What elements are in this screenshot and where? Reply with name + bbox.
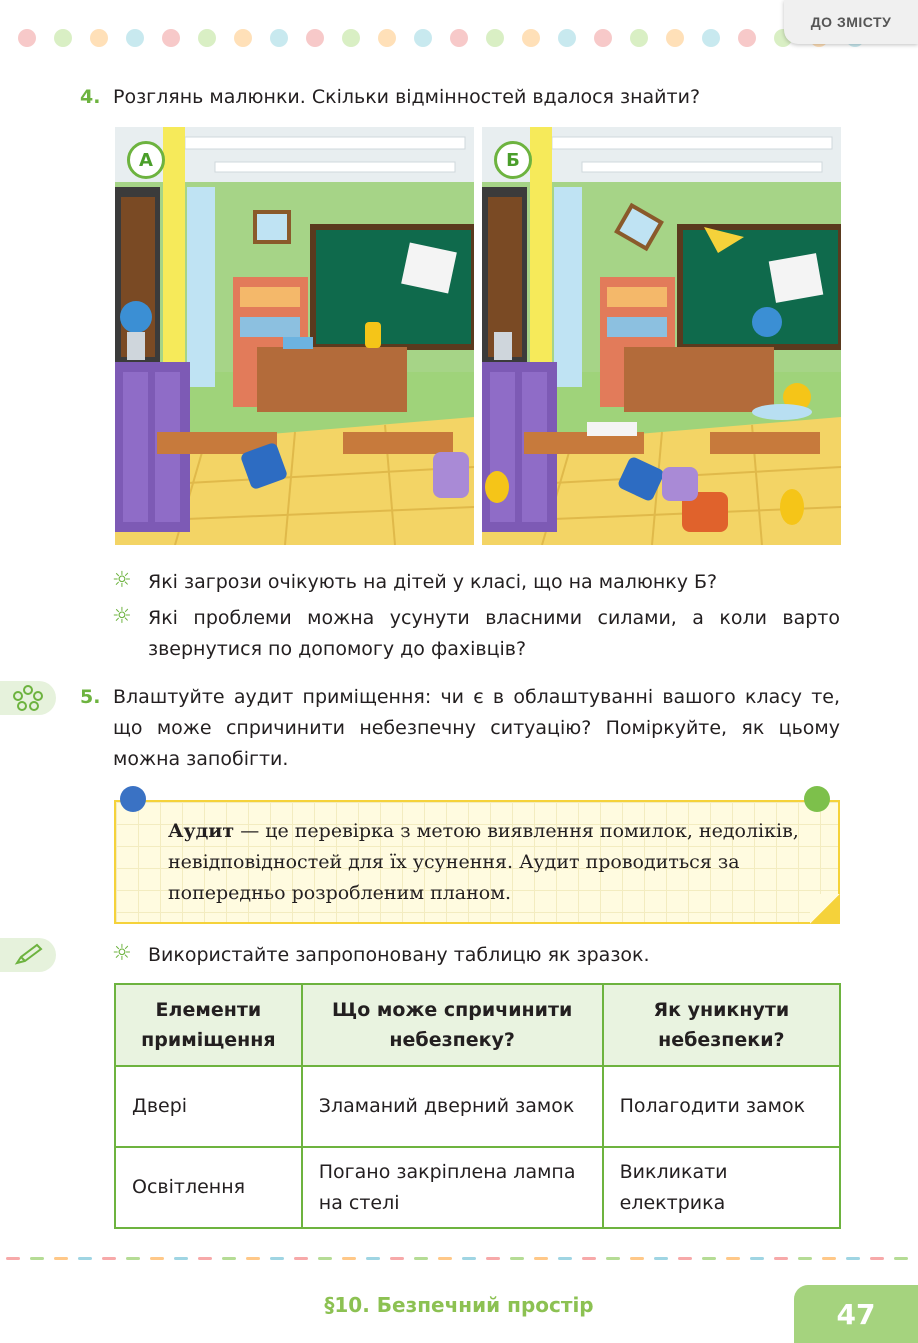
decorative-dot — [738, 29, 756, 47]
decorative-dash — [222, 1257, 236, 1260]
decorative-dash — [390, 1257, 404, 1260]
decorative-dash — [102, 1257, 116, 1260]
decorative-dash — [726, 1257, 740, 1260]
decorative-dash — [654, 1257, 668, 1260]
task-4-text: Розглянь малюнки. Скільки відмінностей вдалося знайти? — [113, 86, 701, 108]
task-5-number: 5. — [80, 686, 101, 708]
pencil-icon — [13, 943, 43, 967]
table-header-row — [115, 984, 840, 1066]
table-header-cell: Що може спричинити небезпеку? — [302, 984, 603, 1066]
decorative-dot — [234, 29, 252, 47]
task-5-text: Влаштуйте аудит приміщення: чи є в облаштуванні вашого класу те, що може спричинити небезпечну ситуацію? Поміркуйте, як цьому можна запобігти. — [113, 686, 840, 770]
sun-bullet-icon: ☼ — [112, 941, 132, 966]
table-cell: Освітлення — [115, 1147, 302, 1228]
decorative-dot — [18, 29, 36, 47]
sun-bullet-icon: ☼ — [112, 568, 132, 593]
decorative-dash — [150, 1257, 164, 1260]
green-pin-icon — [804, 786, 830, 812]
decorative-dot — [522, 29, 540, 47]
table-intro-text: Використайте запропоновану таблицю як зразок. — [148, 944, 650, 966]
table-header-cell: Елементи приміщення — [115, 984, 302, 1066]
decorative-dash — [870, 1257, 884, 1260]
decorative-dot — [270, 29, 288, 47]
decorative-dot — [162, 29, 180, 47]
table-row — [115, 1147, 840, 1228]
decorative-dash — [438, 1257, 452, 1260]
classroom-a-illustration — [115, 127, 474, 545]
audit-table — [114, 983, 841, 1229]
decorative-dot — [378, 29, 396, 47]
task-4-number: 4. — [80, 86, 101, 108]
definition-term: Аудит — [168, 820, 235, 842]
decorative-dot — [342, 29, 360, 47]
table-intro — [112, 940, 840, 971]
decorative-dash — [846, 1257, 860, 1260]
decorative-dot — [702, 29, 720, 47]
decorative-dash — [750, 1257, 764, 1260]
decorative-dash — [486, 1257, 500, 1260]
group-work-tab — [0, 681, 56, 715]
table-header-cell: Як уникнути небезпеки? — [603, 984, 840, 1066]
picture-b-badge: Б — [494, 141, 532, 179]
toc-button-label: ДО ЗМІСТУ — [810, 14, 892, 30]
decorative-dash — [606, 1257, 620, 1260]
page-number: 47 — [794, 1285, 918, 1343]
classroom-picture-b — [482, 127, 841, 545]
classroom-picture-a — [115, 127, 474, 545]
picture-a-badge: А — [127, 141, 165, 179]
table-cell: Зламаний дверний замок — [302, 1066, 603, 1147]
decorative-dash — [414, 1257, 428, 1260]
decorative-dash — [318, 1257, 332, 1260]
decorative-dash — [462, 1257, 476, 1260]
decorative-dash — [798, 1257, 812, 1260]
decorative-dot — [198, 29, 216, 47]
decorative-dash — [894, 1257, 908, 1260]
decorative-dash — [246, 1257, 260, 1260]
task-4-bullet-1-text: Які загрози очікують на дітей у класі, що на малюнку Б? — [148, 571, 718, 593]
decorative-dash — [582, 1257, 596, 1260]
table-cell: Викликати електрика — [603, 1147, 840, 1228]
table-cell: Полагодити замок — [603, 1066, 840, 1147]
table-row — [115, 1066, 840, 1147]
decorative-dot — [90, 29, 108, 47]
page-fold-corner — [810, 894, 840, 924]
decorative-dots — [18, 29, 864, 47]
table-cell: Погано закріплена лампа на стелі — [302, 1147, 603, 1228]
group-people-icon — [11, 684, 45, 712]
decorative-dot — [558, 29, 576, 47]
decorative-dash — [294, 1257, 308, 1260]
decorative-dot — [54, 29, 72, 47]
writing-task-tab — [0, 938, 56, 972]
decorative-dash — [270, 1257, 284, 1260]
decorative-dash — [774, 1257, 788, 1260]
decorative-dot — [306, 29, 324, 47]
blue-pin-icon — [120, 786, 146, 812]
decorative-dash — [366, 1257, 380, 1260]
decorative-dash — [174, 1257, 188, 1260]
toc-button[interactable] — [784, 0, 918, 44]
definition-note — [114, 800, 840, 924]
decorative-dash — [678, 1257, 692, 1260]
decorative-dot — [126, 29, 144, 47]
decorative-dash — [6, 1257, 20, 1260]
decorative-dot — [630, 29, 648, 47]
decorative-dash — [78, 1257, 92, 1260]
definition-body: — це перевірка з метою виявлення помилок, недоліків, невідповідностей для їх усунення. Аудит проводиться за попередньо розробленим планом. — [168, 820, 799, 904]
decorative-dot — [666, 29, 684, 47]
task-4-bullet-1 — [112, 567, 840, 598]
decorative-dash — [630, 1257, 644, 1260]
decorative-dot — [450, 29, 468, 47]
footer-divider — [0, 1257, 918, 1260]
decorative-dash — [54, 1257, 68, 1260]
decorative-dash — [822, 1257, 836, 1260]
decorative-dash — [534, 1257, 548, 1260]
section-title: §10. Безпечний простір — [324, 1293, 594, 1317]
decorative-dot — [414, 29, 432, 47]
decorative-dash — [342, 1257, 356, 1260]
decorative-dash — [702, 1257, 716, 1260]
task-4-bullet-2-text: Які проблеми можна усунути власними силами, а коли варто звернутися по допомогу до фахівців? — [148, 607, 840, 660]
decorative-dash — [558, 1257, 572, 1260]
task-4-bullet-2 — [112, 603, 840, 665]
classroom-b-illustration — [482, 127, 841, 545]
decorative-dash — [198, 1257, 212, 1260]
decorative-dash — [126, 1257, 140, 1260]
decorative-dot — [486, 29, 504, 47]
definition-text — [168, 816, 808, 909]
decorative-dash — [510, 1257, 524, 1260]
decorative-dash — [30, 1257, 44, 1260]
table-cell: Двері — [115, 1066, 302, 1147]
sun-bullet-icon: ☼ — [112, 604, 132, 629]
decorative-dot — [594, 29, 612, 47]
